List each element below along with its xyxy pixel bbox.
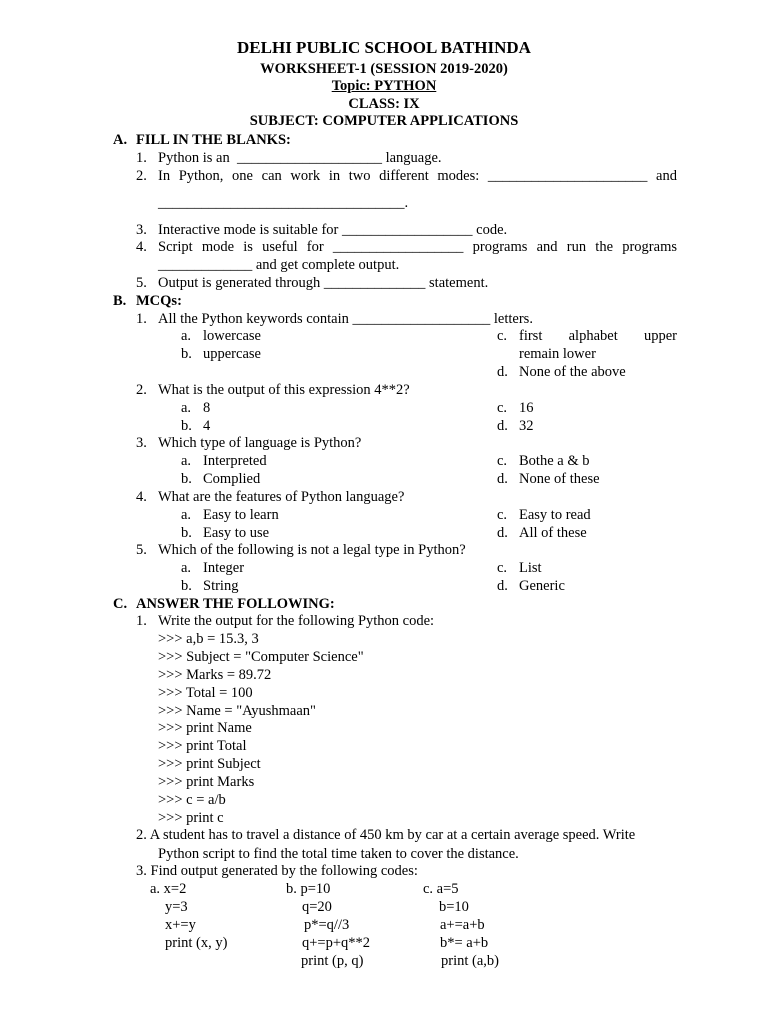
mcq3-option-a: Interpreted <box>203 453 267 469</box>
class-line: CLASS: IX <box>348 96 420 112</box>
fill-q5: Output is generated through ______________ statement. <box>158 275 489 291</box>
option-letter: a. <box>181 560 192 576</box>
section-b-title: MCQs: <box>136 293 182 309</box>
mcq1-option-c-line1: first alphabet upper <box>519 328 677 344</box>
list-number: 5. <box>136 275 147 291</box>
mcq2-option-d: 32 <box>519 418 534 434</box>
answer-q2-line2: Python script to find the total time taken to cover the distance. <box>158 846 519 862</box>
fill-q4-line2: _____________ and get complete output. <box>158 257 400 273</box>
fill-q4-line1: Script mode is useful for __________________ programs and run the programs <box>158 239 677 255</box>
mcq3-option-d: None of these <box>519 471 600 487</box>
mcq4-option-d: All of these <box>519 525 587 541</box>
mcq5-option-c: List <box>519 560 542 576</box>
list-number: 4. <box>136 489 147 505</box>
code-line: >>> Subject = "Computer Science" <box>158 649 364 665</box>
list-number: 3. <box>136 435 147 451</box>
mcq2-question: What is the output of this expression 4**2? <box>158 382 410 398</box>
code-a-line: a. x=2 <box>150 881 187 897</box>
mcq2-option-c: 16 <box>519 400 534 416</box>
code-b-line: q=20 <box>302 899 332 915</box>
fill-q2-line1: In Python, one can work in two different modes: ______________________ and <box>158 168 677 184</box>
option-letter: c. <box>497 400 508 416</box>
code-b-line: p*=q//3 <box>304 917 350 933</box>
mcq1-option-d: None of the above <box>519 364 626 380</box>
mcq3-option-b: Complied <box>203 471 261 487</box>
worksheet-title: WORKSHEET-1 (SESSION 2019-2020) <box>260 61 508 77</box>
code-line: >>> c = a/b <box>158 792 226 808</box>
code-line: >>> print Total <box>158 738 247 754</box>
mcq5-option-a: Integer <box>203 560 245 576</box>
answer-q1: Write the output for the following Python code: <box>158 613 435 629</box>
mcq4-option-a: Easy to learn <box>203 507 279 523</box>
list-number: 4. <box>136 239 147 255</box>
list-number: 3. <box>136 222 147 238</box>
fill-q2-line2: __________________________________. <box>158 195 409 211</box>
fill-q3: Interactive mode is suitable for __________________ code. <box>158 222 508 238</box>
mcq4-option-c: Easy to read <box>519 507 591 523</box>
mcq2-option-a: 8 <box>203 400 211 416</box>
option-letter: d. <box>497 525 508 541</box>
answer-q3: 3. Find output generated by the following codes: <box>136 863 418 879</box>
mcq1-option-a: lowercase <box>203 328 261 344</box>
code-c-line: print (a,b) <box>441 953 499 969</box>
school-name: DELHI PUBLIC SCHOOL BATHINDA <box>237 38 531 57</box>
list-number: 5. <box>136 542 147 558</box>
code-line: >>> a,b = 15.3, 3 <box>158 631 259 647</box>
mcq5-option-d: Generic <box>519 578 565 594</box>
code-c-line: b=10 <box>439 899 469 915</box>
code-b-line: b. p=10 <box>286 881 331 897</box>
option-letter: b. <box>181 471 192 487</box>
option-letter: d. <box>497 471 508 487</box>
topic-line: Topic: PYTHON <box>331 78 437 94</box>
section-a-title: FILL IN THE BLANKS: <box>136 132 291 148</box>
code-line: >>> print c <box>158 810 224 826</box>
option-letter: c. <box>497 328 508 344</box>
code-c-line: c. a=5 <box>423 881 459 897</box>
option-letter: b. <box>181 418 192 434</box>
option-letter: a. <box>181 400 192 416</box>
answer-q2-line1: 2. A student has to travel a distance of 450 km by car at a certain average speed. Write <box>136 827 636 843</box>
mcq1-question: All the Python keywords contain ___________________ letters. <box>158 311 533 327</box>
option-letter: c. <box>497 507 508 523</box>
code-c-line: b*= a+b <box>440 935 489 951</box>
code-a-line: y=3 <box>165 899 188 915</box>
mcq4-option-b: Easy to use <box>203 525 270 541</box>
subject-line: SUBJECT: COMPUTER APPLICATIONS <box>249 113 519 129</box>
list-number: 2. <box>136 382 147 398</box>
option-letter: a. <box>181 453 192 469</box>
list-number: 1. <box>136 613 147 629</box>
option-letter: d. <box>497 578 508 594</box>
code-a-line: print (x, y) <box>165 935 228 951</box>
mcq3-option-c: Bothe a & b <box>519 453 590 469</box>
section-c-letter: C. <box>113 596 128 612</box>
option-letter: d. <box>497 418 508 434</box>
list-number: 1. <box>136 311 147 327</box>
code-line: >>> Name = "Ayushmaan" <box>158 703 316 719</box>
code-line: >>> print Marks <box>158 774 255 790</box>
code-line: >>> print Name <box>158 720 252 736</box>
option-letter: a. <box>181 507 192 523</box>
mcq5-option-b: String <box>203 578 239 594</box>
option-letter: d. <box>497 364 508 380</box>
section-c-title: ANSWER THE FOLLOWING: <box>136 596 335 612</box>
mcq4-question: What are the features of Python language? <box>158 489 405 505</box>
list-number: 2. <box>136 168 147 184</box>
mcq5-question: Which of the following is not a legal type in Python? <box>158 542 466 558</box>
mcq1-option-b: uppercase <box>203 346 261 362</box>
fill-q1: Python is an ____________________ language. <box>158 150 442 166</box>
code-b-line: print (p, q) <box>301 953 364 969</box>
mcq3-question: Which type of language is Python? <box>158 435 362 451</box>
code-c-line: a+=a+b <box>440 917 485 933</box>
option-letter: c. <box>497 453 508 469</box>
section-b-letter: B. <box>113 293 127 309</box>
option-letter: a. <box>181 328 192 344</box>
code-line: >>> print Subject <box>158 756 261 772</box>
option-letter: b. <box>181 578 192 594</box>
mcq1-option-c-line2: remain lower <box>519 346 596 362</box>
code-line: >>> Total = 100 <box>158 685 253 701</box>
list-number: 1. <box>136 150 147 166</box>
option-letter: b. <box>181 346 192 362</box>
code-line: >>> Marks = 89.72 <box>158 667 272 683</box>
code-b-line: q+=p+q**2 <box>302 935 371 951</box>
option-letter: b. <box>181 525 192 541</box>
code-a-line: x+=y <box>165 917 196 933</box>
option-letter: c. <box>497 560 508 576</box>
mcq2-option-b: 4 <box>203 418 211 434</box>
section-a-letter: A. <box>113 132 128 148</box>
